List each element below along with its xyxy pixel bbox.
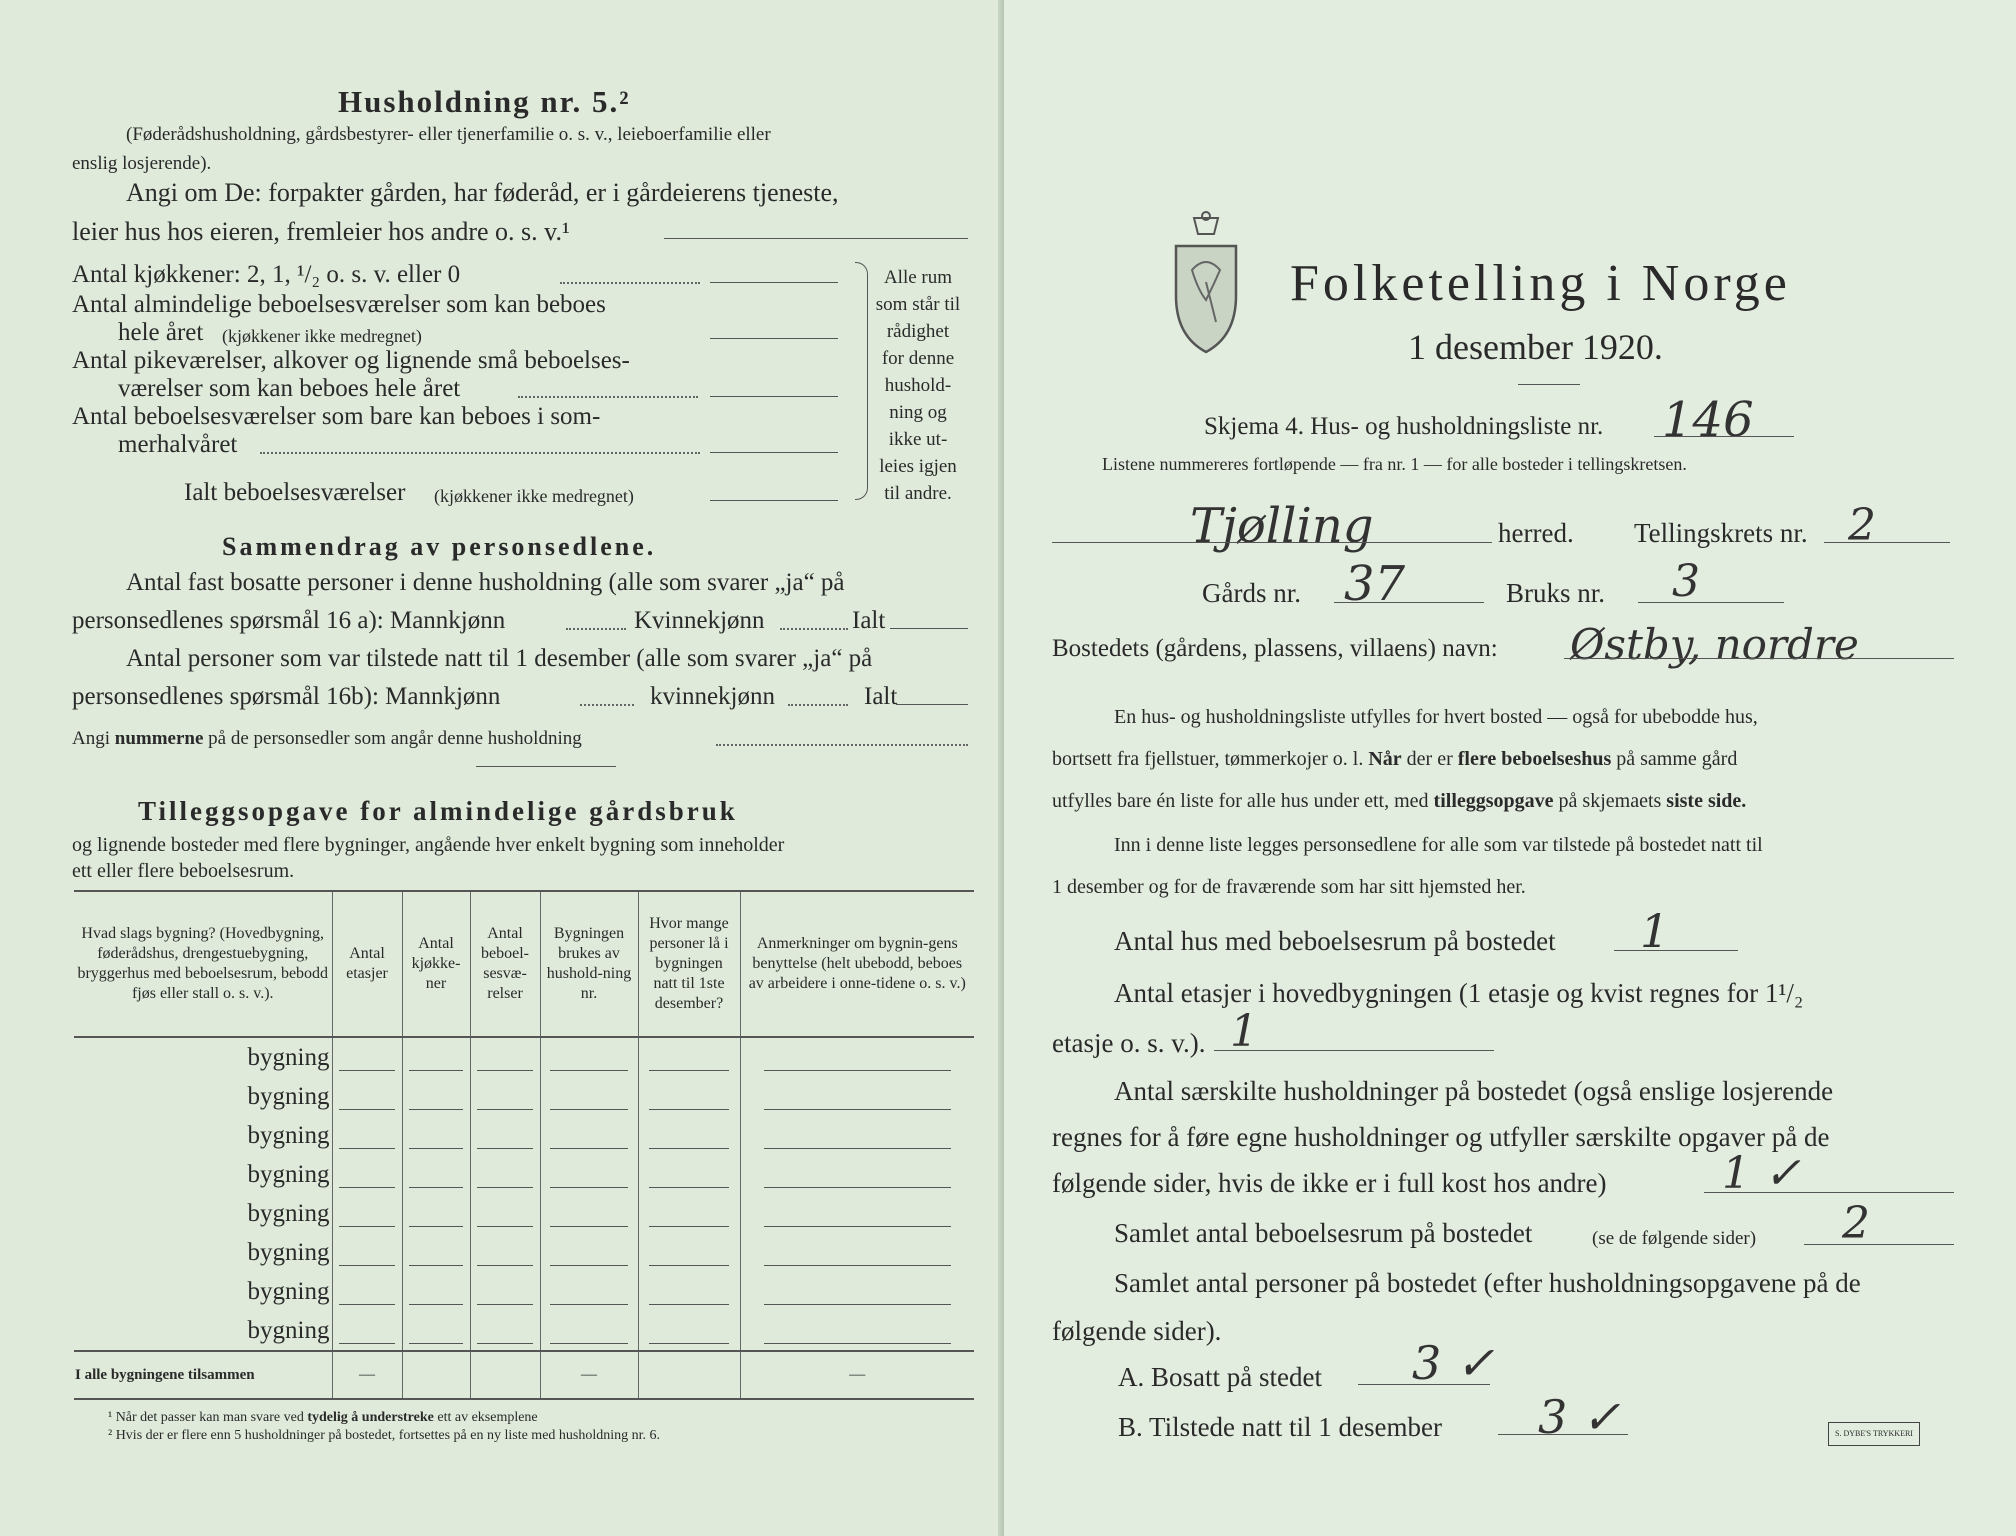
summary-line-2c: Ialt xyxy=(852,607,886,634)
alm-rooms-label-2b: (kjøkkener ikke medregnet) xyxy=(222,326,422,346)
tellingskrets-label: Tellingskrets nr. xyxy=(1634,518,1808,548)
instr-4: Inn i denne liste legges personsedlene for alle som var tilstede på bostedet natt til xyxy=(1114,834,1763,856)
building-data-cell[interactable] xyxy=(540,1194,638,1233)
building-data-cell[interactable] xyxy=(638,1155,740,1194)
bruks-label: Bruks nr. xyxy=(1506,578,1606,608)
building-data-cell[interactable] xyxy=(540,1116,638,1155)
total-cell xyxy=(402,1351,470,1399)
building-data-cell[interactable] xyxy=(638,1037,740,1077)
building-data-cell[interactable] xyxy=(332,1116,402,1155)
gards-value: 37 xyxy=(1344,556,1406,612)
building-data-cell[interactable] xyxy=(540,1272,638,1311)
total-rooms-answer-line xyxy=(710,500,838,501)
cell-answer-line xyxy=(477,1304,532,1305)
total-cell xyxy=(638,1351,740,1399)
building-data-cell[interactable] xyxy=(402,1077,470,1116)
left-page xyxy=(0,0,1002,1536)
building-data-cell[interactable] xyxy=(402,1233,470,1272)
cell-answer-line xyxy=(409,1265,463,1266)
cell-answer-line xyxy=(550,1226,628,1227)
cell-answer-line xyxy=(550,1109,628,1110)
q-houses-label: Antal hus med beboelsesrum på bostedet xyxy=(1114,926,1556,956)
total-rooms-label: Ialt beboelsesværelser xyxy=(184,479,406,506)
building-data-cell[interactable] xyxy=(332,1037,402,1077)
cell-answer-line xyxy=(649,1070,730,1071)
q-rooms-label: Samlet antal beboelsesrum på bostedet xyxy=(1114,1218,1533,1248)
angi-answer-line xyxy=(664,238,968,239)
summer-rooms-label-2: merhalvåret xyxy=(118,431,238,458)
building-data-cell[interactable] xyxy=(402,1272,470,1311)
small-rooms-answer-line xyxy=(710,396,838,397)
building-row xyxy=(74,1311,974,1351)
col-persons: Hvor mange personer lå i bygningen natt til 1ste desember? xyxy=(638,891,740,1037)
tellingskrets-value: 2 xyxy=(1848,500,1876,551)
side-note-line: Alle rum xyxy=(883,267,953,288)
side-note-line: leies igjen xyxy=(879,456,957,477)
building-rows xyxy=(74,1037,974,1351)
col-building-type: Hvad slags bygning? (Hovedbygning, føderådshus, drengestuebygning, bryggerhus med beboelsesrum, bebodd fjøs eller stall o. s. v.). xyxy=(77,925,329,1002)
q-floors-line xyxy=(1214,1050,1494,1051)
summary-line-1: Antal fast bosatte personer i denne husholdning (alle som svarer „ja“ på xyxy=(126,569,845,596)
coat-of-arms-icon xyxy=(1166,210,1246,360)
schema-number-line xyxy=(1654,436,1794,437)
cell-answer-line xyxy=(477,1070,532,1071)
resident-male-field xyxy=(566,628,626,630)
side-note-line: hushold- xyxy=(884,375,952,396)
building-data-cell[interactable] xyxy=(740,1077,974,1116)
instr-3a: utfylles bare én liste for alle hus under ett, med xyxy=(1052,790,1434,812)
building-type-cell[interactable]: bygning xyxy=(247,1199,330,1227)
separator-rule xyxy=(476,766,616,767)
instr-3d: siste side. xyxy=(1666,790,1747,812)
q-households-2: regnes for å føre egne husholdninger og utfyller særskilte opgaver på de xyxy=(1052,1122,1830,1152)
instr-2e: på samme gård xyxy=(1611,748,1738,770)
building-row xyxy=(74,1037,974,1077)
kitchens-dots xyxy=(560,282,700,284)
instr-2 xyxy=(1052,748,1737,771)
present-female-field xyxy=(788,704,848,706)
side-note-line: til andre. xyxy=(884,483,952,504)
total-dash: — xyxy=(540,1351,638,1399)
cell-answer-line xyxy=(764,1187,951,1188)
building-data-cell[interactable] xyxy=(332,1077,402,1116)
cell-answer-line xyxy=(764,1109,951,1110)
building-data-cell[interactable] xyxy=(540,1155,638,1194)
building-data-cell[interactable] xyxy=(332,1233,402,1272)
q-households-value: 1 ✓ xyxy=(1722,1148,1801,1199)
supplement-title: Tilleggsopgave for almindelige gårdsbruk xyxy=(138,796,738,826)
cell-answer-line xyxy=(409,1304,463,1305)
col-kitchens: Antal kjøkke-ner xyxy=(402,891,470,1037)
instr-1: En hus- og husholdningsliste utfylles for hvert bosted — også for ubebodde hus, xyxy=(1114,706,1758,728)
building-table xyxy=(74,890,974,1400)
cell-answer-line xyxy=(339,1070,394,1071)
building-data-cell[interactable] xyxy=(470,1116,540,1155)
building-row xyxy=(74,1077,974,1116)
present-male-field xyxy=(580,704,634,706)
kitchens-answer-line xyxy=(710,282,838,283)
bruks-value: 3 xyxy=(1672,556,1700,607)
building-type-cell[interactable]: bygning xyxy=(247,1160,330,1188)
building-data-cell[interactable] xyxy=(470,1077,540,1116)
footnote-1b: tydelig å understreke xyxy=(307,1410,434,1425)
cell-answer-line xyxy=(649,1265,730,1266)
supplement-line-1: og lignende bosteder med flere bygninger, angående hver enkelt bygning som inneholder xyxy=(72,834,785,856)
instr-2a: bortsett fra fjellstuer, tømmerkojer o. l. xyxy=(1052,748,1369,770)
building-data-cell[interactable] xyxy=(638,1194,740,1233)
cell-answer-line xyxy=(477,1265,532,1266)
cell-answer-line xyxy=(339,1304,394,1305)
schema-number: 146 xyxy=(1662,392,1754,448)
instr-5: 1 desember og for de fraværende som har sitt hjemsted her. xyxy=(1052,876,1526,898)
bosatt-label: A. Bosatt på stedet xyxy=(1118,1362,1322,1392)
summary-line-2b: Kvinnekjønn xyxy=(634,607,765,634)
building-row xyxy=(74,1116,974,1155)
gards-line xyxy=(1334,602,1484,603)
bosatt-value: 3 ✓ xyxy=(1412,1336,1495,1390)
household-intro: (Føderådshusholdning, gårdsbestyrer- eller tjenerfamilie o. s. v., leieboerfamilie eller xyxy=(126,124,771,145)
building-data-cell[interactable] xyxy=(740,1194,974,1233)
form-title: Folketelling i Norge xyxy=(1290,255,1791,312)
cell-answer-line xyxy=(409,1148,463,1149)
instr-3c: på skjemaets xyxy=(1553,790,1667,812)
building-data-cell[interactable] xyxy=(402,1155,470,1194)
angi-line-2: leier hus hos eieren, fremleier hos andre o. s. v.¹ xyxy=(72,217,570,246)
tilstede-label: B. Tilstede natt til 1 desember xyxy=(1118,1412,1442,1442)
building-data-cell[interactable] xyxy=(740,1037,974,1077)
summary-line-4c: Ialt xyxy=(864,683,898,710)
building-type-cell[interactable]: bygning xyxy=(247,1238,330,1266)
cell-answer-line xyxy=(649,1187,730,1188)
q-rooms-label-b: (se de følgende sider) xyxy=(1592,1228,1757,1249)
instr-3b: tilleggsopgave xyxy=(1433,790,1554,812)
building-data-cell[interactable] xyxy=(740,1233,974,1272)
summary-title: Sammendrag av personsedlene. xyxy=(222,532,657,561)
small-rooms-dots xyxy=(518,396,698,398)
cell-answer-line xyxy=(764,1343,951,1344)
building-row xyxy=(74,1155,974,1194)
cell-answer-line xyxy=(409,1109,463,1110)
cell-answer-line xyxy=(550,1187,628,1188)
building-data-cell[interactable] xyxy=(470,1233,540,1272)
q-persons-1: Samlet antal personer på bostedet (efter husholdningsopgavene på de xyxy=(1114,1268,1861,1298)
side-note-line: for denne xyxy=(881,348,955,369)
building-data-cell[interactable] xyxy=(540,1311,638,1351)
building-data-cell[interactable] xyxy=(740,1311,974,1351)
building-data-cell[interactable] xyxy=(740,1272,974,1311)
cell-answer-line xyxy=(649,1109,730,1110)
cell-answer-line xyxy=(477,1343,532,1344)
cell-answer-line xyxy=(409,1343,463,1344)
building-data-cell[interactable] xyxy=(638,1311,740,1351)
building-row xyxy=(74,1194,974,1233)
cell-answer-line xyxy=(764,1148,951,1149)
footnote-1a: ¹ Når det passer kan man svare ved xyxy=(108,1410,308,1425)
total-rooms-label-b: (kjøkkener ikke medregnet) xyxy=(434,486,634,506)
cell-answer-line xyxy=(477,1187,532,1188)
alm-rooms-label-1: Antal almindelige beboelsesværelser som kan beboes xyxy=(72,291,606,318)
tilstede-line xyxy=(1498,1434,1628,1435)
building-data-cell[interactable] xyxy=(740,1155,974,1194)
cell-answer-line xyxy=(550,1265,628,1266)
listene-note: Listene nummereres fortløpende — fra nr. 1 — for alle bosteder i tellingskretsen. xyxy=(1102,454,1687,474)
building-table-header xyxy=(74,891,974,1037)
summary-line-3: Antal personer som var tilstede natt til 1 desember (alle som svarer „ja“ på xyxy=(126,645,873,672)
cell-answer-line xyxy=(550,1343,628,1344)
instr-2b: Når xyxy=(1368,748,1402,770)
cell-answer-line xyxy=(649,1226,730,1227)
building-total-row xyxy=(74,1351,974,1399)
cell-answer-line xyxy=(649,1304,730,1305)
bostedets-value: Østby, nordre xyxy=(1570,620,1859,669)
q-persons-2: følgende sider). xyxy=(1052,1316,1222,1346)
building-data-cell[interactable] xyxy=(332,1194,402,1233)
cell-answer-line xyxy=(764,1265,951,1266)
summary-line-4b: kvinnekjønn xyxy=(650,683,775,710)
building-data-cell[interactable] xyxy=(332,1272,402,1311)
form-date: 1 desember 1920. xyxy=(1408,327,1663,367)
summary-line-2a: personsedlenes spørsmål 16 a): Mannkjønn xyxy=(72,607,506,634)
bruks-line xyxy=(1638,602,1784,603)
building-data-cell[interactable] xyxy=(470,1037,540,1077)
side-note-line: ikke ut- xyxy=(888,429,948,450)
q-rooms-value: 2 xyxy=(1842,1198,1870,1249)
q-floors-value: 1 xyxy=(1230,1006,1258,1057)
total-dash: — xyxy=(332,1351,402,1399)
cell-answer-line xyxy=(477,1148,532,1149)
resident-female-field xyxy=(780,628,848,630)
q-rooms-line xyxy=(1804,1244,1954,1245)
cell-answer-line xyxy=(339,1226,394,1227)
schema-line: Skjema 4. Hus- og husholdningsliste nr. xyxy=(1204,413,1604,440)
angi-line-1: Angi om De: forpakter gården, har føderåd, er i gårdeierens tjeneste, xyxy=(126,178,839,207)
cell-answer-line xyxy=(477,1226,532,1227)
bostedets-line xyxy=(1564,658,1954,659)
col-rooms: Antal beboel-sesvæ-relser xyxy=(470,891,540,1037)
herred-value: Tjølling xyxy=(1190,498,1374,554)
building-data-cell[interactable] xyxy=(470,1155,540,1194)
gards-label: Gårds nr. xyxy=(1202,578,1301,608)
cell-answer-line xyxy=(649,1343,730,1344)
building-data-cell[interactable] xyxy=(540,1037,638,1077)
bostedets-label: Bostedets (gårdens, plassens, villaens) navn: xyxy=(1052,635,1498,662)
instr-3 xyxy=(1052,790,1746,813)
cell-answer-line xyxy=(409,1226,463,1227)
cell-answer-line xyxy=(409,1070,463,1071)
building-data-cell[interactable] xyxy=(470,1272,540,1311)
building-data-cell[interactable] xyxy=(402,1037,470,1077)
building-data-cell[interactable] xyxy=(402,1194,470,1233)
building-row xyxy=(74,1233,974,1272)
building-data-cell[interactable] xyxy=(638,1116,740,1155)
summary-5b: nummerne xyxy=(114,728,204,749)
q-households-line xyxy=(1704,1192,1954,1193)
building-data-cell[interactable] xyxy=(540,1233,638,1272)
col-household: Bygningen brukes av hushold-ning nr. xyxy=(540,891,638,1037)
building-data-cell[interactable] xyxy=(638,1077,740,1116)
printer-stamp: S. DYBE'S TRYKKERI xyxy=(1828,1422,1920,1446)
rooms-side-note xyxy=(868,264,968,507)
summary-5c: på de personsedler som angår denne husholdning xyxy=(203,728,582,749)
right-page xyxy=(1004,0,2016,1536)
alm-rooms-label-2: hele året xyxy=(118,319,204,346)
col-floors: Antal etasjer xyxy=(332,891,402,1037)
tilstede-value: 3 ✓ xyxy=(1538,1390,1621,1444)
summer-rooms-label-1: Antal beboelsesværelser som bare kan beboes i som- xyxy=(72,403,601,430)
supplement-line-2: ett eller flere beboelsesrum. xyxy=(72,860,295,882)
side-note-line: ning og xyxy=(889,402,947,423)
building-data-cell[interactable] xyxy=(470,1311,540,1351)
cell-answer-line xyxy=(764,1304,951,1305)
building-data-cell[interactable] xyxy=(402,1311,470,1351)
q-households-1: Antal særskilte husholdninger på bostedet (også enslige losjerende xyxy=(1114,1076,1834,1106)
herred-label: herred. xyxy=(1498,518,1574,548)
cell-answer-line xyxy=(339,1343,394,1344)
q-households-3: følgende sider, hvis de ikke er i full kost hos andre) xyxy=(1052,1168,1607,1198)
alm-rooms-answer-line xyxy=(710,338,838,339)
household-title: Husholdning nr. 5.² xyxy=(338,84,631,119)
summary-5a: Angi xyxy=(72,728,115,749)
numbers-field xyxy=(716,744,968,746)
building-data-cell[interactable] xyxy=(402,1116,470,1155)
side-note-line: rådighet xyxy=(886,321,950,342)
kitchens-label: Antal kjøkkener: 2, 1, ¹/₂ o. s. v. eller 0 xyxy=(72,261,461,288)
cell-answer-line xyxy=(764,1226,951,1227)
building-data-cell[interactable] xyxy=(740,1116,974,1155)
tellingskrets-line xyxy=(1824,542,1950,543)
q-houses-value: 1 xyxy=(1640,904,1670,958)
q-houses-line xyxy=(1614,950,1738,951)
footnote-1 xyxy=(108,1410,538,1426)
cell-answer-line xyxy=(764,1070,951,1071)
small-rooms-label-1: Antal pikeværelser, alkover og lignende små beboelses- xyxy=(72,347,630,374)
cell-answer-line xyxy=(339,1109,394,1110)
building-row xyxy=(74,1272,974,1311)
building-data-cell[interactable] xyxy=(470,1194,540,1233)
instr-2d: flere beboelseshus xyxy=(1457,748,1612,770)
side-note-line: som står til xyxy=(875,294,961,315)
bosatt-line xyxy=(1358,1384,1490,1385)
cell-answer-line xyxy=(409,1187,463,1188)
q-floors-label: Antal etasjer i hovedbygningen (1 etasje og kvist regnes for 1¹/₂ xyxy=(1114,978,1804,1008)
total-label: I alle bygningene tilsammen xyxy=(74,1351,332,1399)
building-data-cell[interactable] xyxy=(332,1155,402,1194)
summer-rooms-dots xyxy=(260,452,700,454)
rooms-brace xyxy=(855,262,868,500)
summer-rooms-answer-line xyxy=(710,452,838,453)
q-floors-label-2: etasje o. s. v.). xyxy=(1052,1028,1206,1058)
building-data-cell[interactable] xyxy=(540,1077,638,1116)
col-remarks: Anmerkninger om bygnin-gens benyttelse (helt ubebodd, beboes av arbeidere i onne-tidene o. s. v.) xyxy=(740,891,974,1037)
cell-answer-line xyxy=(477,1109,532,1110)
cell-answer-line xyxy=(339,1148,394,1149)
cell-answer-line xyxy=(550,1304,628,1305)
building-data-cell[interactable] xyxy=(332,1311,402,1351)
total-dash: — xyxy=(740,1351,974,1399)
instr-2c: der er xyxy=(1401,748,1458,770)
building-type-cell[interactable]: bygning xyxy=(247,1082,330,1110)
cell-answer-line xyxy=(649,1148,730,1149)
small-rooms-label-2: værelser som kan beboes hele året xyxy=(118,375,461,402)
cell-answer-line xyxy=(550,1070,628,1071)
building-data-cell[interactable] xyxy=(638,1233,740,1272)
resident-total-field xyxy=(890,628,968,629)
present-total-field xyxy=(896,704,968,705)
cell-answer-line xyxy=(339,1265,394,1266)
footnote-1c: ett av eksemplene xyxy=(433,1410,538,1425)
building-type-cell[interactable]: bygning xyxy=(247,1043,330,1071)
building-type-cell[interactable]: bygning xyxy=(247,1316,330,1344)
building-type-cell[interactable]: bygning xyxy=(247,1277,330,1305)
title-rule xyxy=(1518,384,1580,385)
herred-line xyxy=(1052,542,1492,543)
summary-line-4a: personsedlenes spørsmål 16b): Mannkjønn xyxy=(72,683,501,710)
total-cell xyxy=(470,1351,540,1399)
household-intro-2: enslig losjerende). xyxy=(72,153,212,174)
cell-answer-line xyxy=(339,1187,394,1188)
cell-answer-line xyxy=(550,1148,628,1149)
building-type-cell[interactable]: bygning xyxy=(247,1121,330,1149)
summary-line-5 xyxy=(72,728,582,750)
building-data-cell[interactable] xyxy=(638,1272,740,1311)
footnote-2: ² Hvis der er flere enn 5 husholdninger på bostedet, fortsettes på en ny liste med husholdning nr. 6. xyxy=(108,1428,661,1443)
